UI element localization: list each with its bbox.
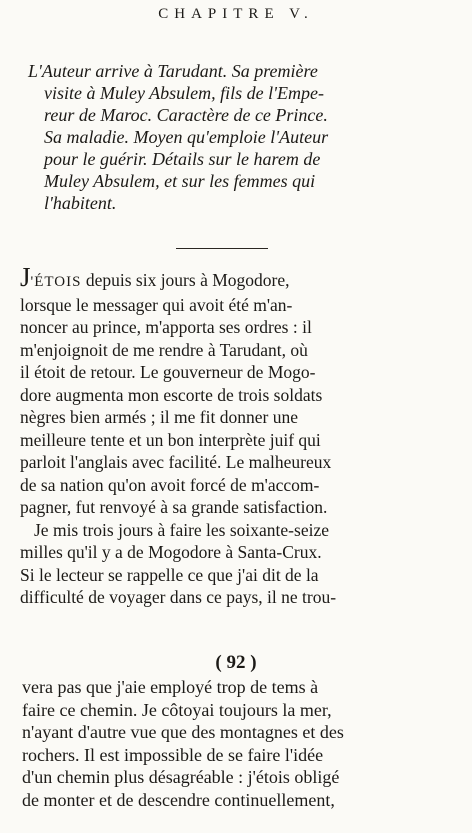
body-line: d'un chemin plus désagréable : j'étois obligé — [22, 767, 340, 787]
body-line: meilleure tente et un bon interprète juif qui — [20, 429, 321, 450]
first-line-text: depuis six jours à Mogodore, — [81, 270, 290, 290]
body-line: de monter et de descendre continuellement, — [22, 789, 335, 810]
chapter-heading: CHAPITRE V. — [158, 6, 314, 22]
body-line: m'enjoignoit de me rendre à Tarudant, où — [20, 339, 308, 360]
small-caps-word: 'ÉTOIS — [30, 274, 82, 290]
body-line: Si le lecteur se rappelle ce que j'ai dit de la — [20, 564, 319, 585]
body-line: rochers. Il est impossible de se faire l'idée — [22, 744, 324, 765]
body-line: milles qu'il y a de Mogodore à Santa-Crux. — [20, 542, 322, 562]
first-line — [20, 262, 460, 294]
summary-line: visite à Muley Absulem, fils de l'Empe- — [44, 83, 324, 103]
body-line: n'ayant d'autre vue que des montagnes et des — [22, 722, 344, 742]
body-line: difficulté de voyager dans ce pays, il ne trou- — [20, 587, 337, 607]
body-line: nègres bien armés ; il me fit donner une — [20, 407, 298, 427]
body-line: il étoit de retour. Le gouverneur de Mogo- — [20, 362, 316, 382]
drop-cap: J — [20, 262, 31, 292]
body-line: vera pas que j'aie employé trop de tems à — [22, 677, 319, 697]
body-line: lorsque le messager qui avoit été m'an- — [20, 294, 293, 315]
summary-line: Muley Absulem, et sur les femmes qui — [44, 171, 316, 191]
continuation-body — [22, 676, 462, 811]
chapter-summary — [28, 60, 453, 214]
body-line: dore augmenta mon escorte de trois soldats — [20, 384, 323, 405]
summary-line: reur de Maroc. Caractère de ce Prince. — [44, 105, 328, 125]
body-line: parloit l'anglais avec facilité. Le malheureux — [20, 452, 332, 472]
summary-line: L'Auteur arrive à Tarudant. Sa première — [28, 61, 318, 81]
body-line: de sa nation qu'on avoit forcé de m'accom- — [20, 474, 320, 495]
body-line: Je mis trois jours à faire les soixante-seize — [34, 519, 329, 540]
summary-line: pour le guérir. Détails sur le harem de — [44, 149, 321, 169]
section-divider — [176, 248, 268, 249]
body-line: faire ce chemin. Je côtoyai toujours la mer, — [22, 699, 332, 720]
body-line: noncer au prince, m'apporta ses ordres : il — [20, 317, 312, 337]
page-number: ( 92 ) — [215, 652, 257, 673]
summary-line: Sa maladie. Moyen qu'emploie l'Auteur — [44, 127, 329, 147]
chapter-body — [20, 262, 460, 609]
summary-line: l'habitent. — [44, 193, 117, 213]
body-line: pagner, fut renvoyé à sa grande satisfaction. — [20, 497, 328, 517]
